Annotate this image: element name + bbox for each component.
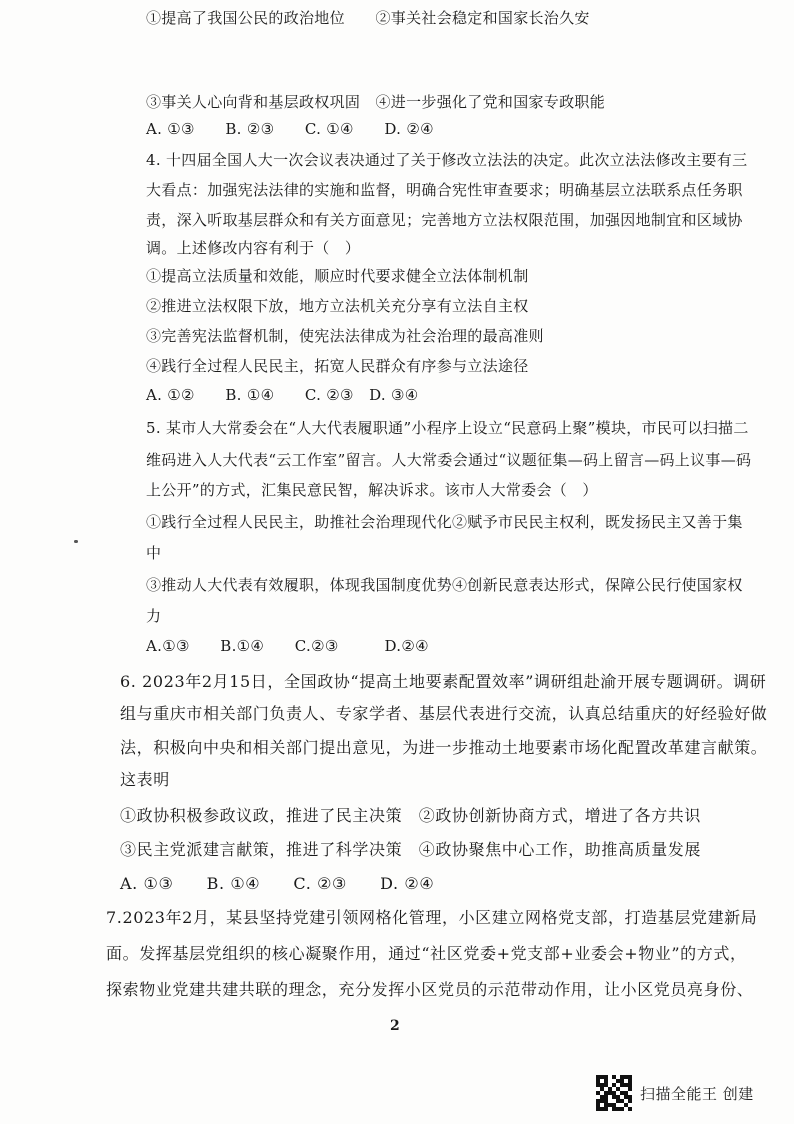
scan-speck <box>74 540 78 543</box>
text-line: ①提高立法质量和效能，顺应时代要求健全立法体制机制 <box>146 267 529 285</box>
text-line: 大看点：加强宪法法律的实施和监督，明确合宪性审查要求；明确基层立法联系点任务职 <box>146 181 743 199</box>
text-line: 7.2023年2月，某县坚持党建引领网格化管理，小区建立网格党支部，打造基层党建新局 <box>106 908 758 927</box>
text-line: 责，深入听取基层群众和有关方面意见；完善地方立法权限范围，加强因地制宜和区域协 <box>146 211 743 229</box>
text-line: ③完善宪法监督机制，使宪法法律成为社会治理的最高准则 <box>146 327 544 345</box>
text-line: ③推动人大代表有效履职，体现我国制度优势④创新民意表达形式，保障公民行使国家权 <box>146 576 743 594</box>
text-line: A. ①② B. ①④ C. ②③ D. ③④ <box>146 386 419 404</box>
text-line: 组与重庆市相关部门负责人、专家学者、基层代表进行交流，认真总结重庆的好经验好做 <box>120 704 768 723</box>
text-line: A. ①③ B. ②③ C. ①④ D. ②④ <box>146 120 434 138</box>
text-line: 4. 十四届全国人大一次会议表决通过了关于修改立法法的决定。此次立法法修改主要有三 <box>146 151 748 169</box>
qr-code-icon <box>596 1075 632 1111</box>
scanner-watermark <box>596 1075 754 1111</box>
text-line: ③民主党派建言献策，推进了科学决策 ④政协聚焦中心工作，助推高质量发展 <box>120 840 702 859</box>
text-line: ④践行全过程人民民主，拓宽人民群众有序参与立法途径 <box>146 357 529 375</box>
text-line: 探索物业党建共建共联的理念，充分发挥小区党员的示范带动作用，让小区党员亮身份、 <box>106 980 754 999</box>
text-line: ①践行全过程人民民主，助推社会治理现代化②赋予市民民主权利，既发扬民主又善于集 <box>146 513 743 531</box>
text-line: ②推进立法权限下放，地方立法机关充分享有立法自主权 <box>146 297 529 315</box>
text-line: 5. 某市人大常委会在“人大代表履职通”小程序上设立“民意码上聚”模块，市民可以扫描二 <box>146 419 749 437</box>
text-line: 维码进入人大代表“云工作室”留言。人大常委会通过“议题征集—码上留言—码上议事—码 <box>146 451 752 469</box>
text-line: 上公开”的方式，汇集民意民智，解决诉求。该市人大常委会（ ） <box>146 481 598 499</box>
page-number: 2 <box>390 1018 400 1034</box>
text-line: ①政协积极参政议政，推进了民主决策 ②政协创新协商方式，增进了各方共识 <box>120 806 702 825</box>
text-line: 法，积极向中央和相关部门提出意见，为进一步推动土地要素市场化配置改革建言献策。 <box>120 738 768 757</box>
text-line: 面。发挥基层党组织的核心凝聚作用，通过“社区党委+党支部+业委会+物业”的方式， <box>106 944 747 963</box>
text-line: 调。上述修改内容有利于（ ） <box>146 239 361 257</box>
text-line: 中 <box>146 544 162 562</box>
text-line: A. ①③ B. ①④ C. ②③ D. ②④ <box>120 874 435 893</box>
text-line: 这表明 <box>120 770 170 789</box>
watermark-text: 扫描全能王 创建 <box>640 1084 754 1103</box>
text-line: A.①③ B.①④ C.②③ D.②④ <box>146 637 429 655</box>
text-line: 6. 2023年2月15日，全国政协“提高土地要素配置效率”调研组赴渝开展专题调研。调研 <box>120 672 767 691</box>
text-line: ①提高了我国公民的政治地位 ②事关社会稳定和国家长治久安 <box>146 9 590 27</box>
text-line: 力 <box>146 607 162 625</box>
text-line: ③事关人心向背和基层政权巩固 ④进一步强化了党和国家专政职能 <box>146 93 606 111</box>
